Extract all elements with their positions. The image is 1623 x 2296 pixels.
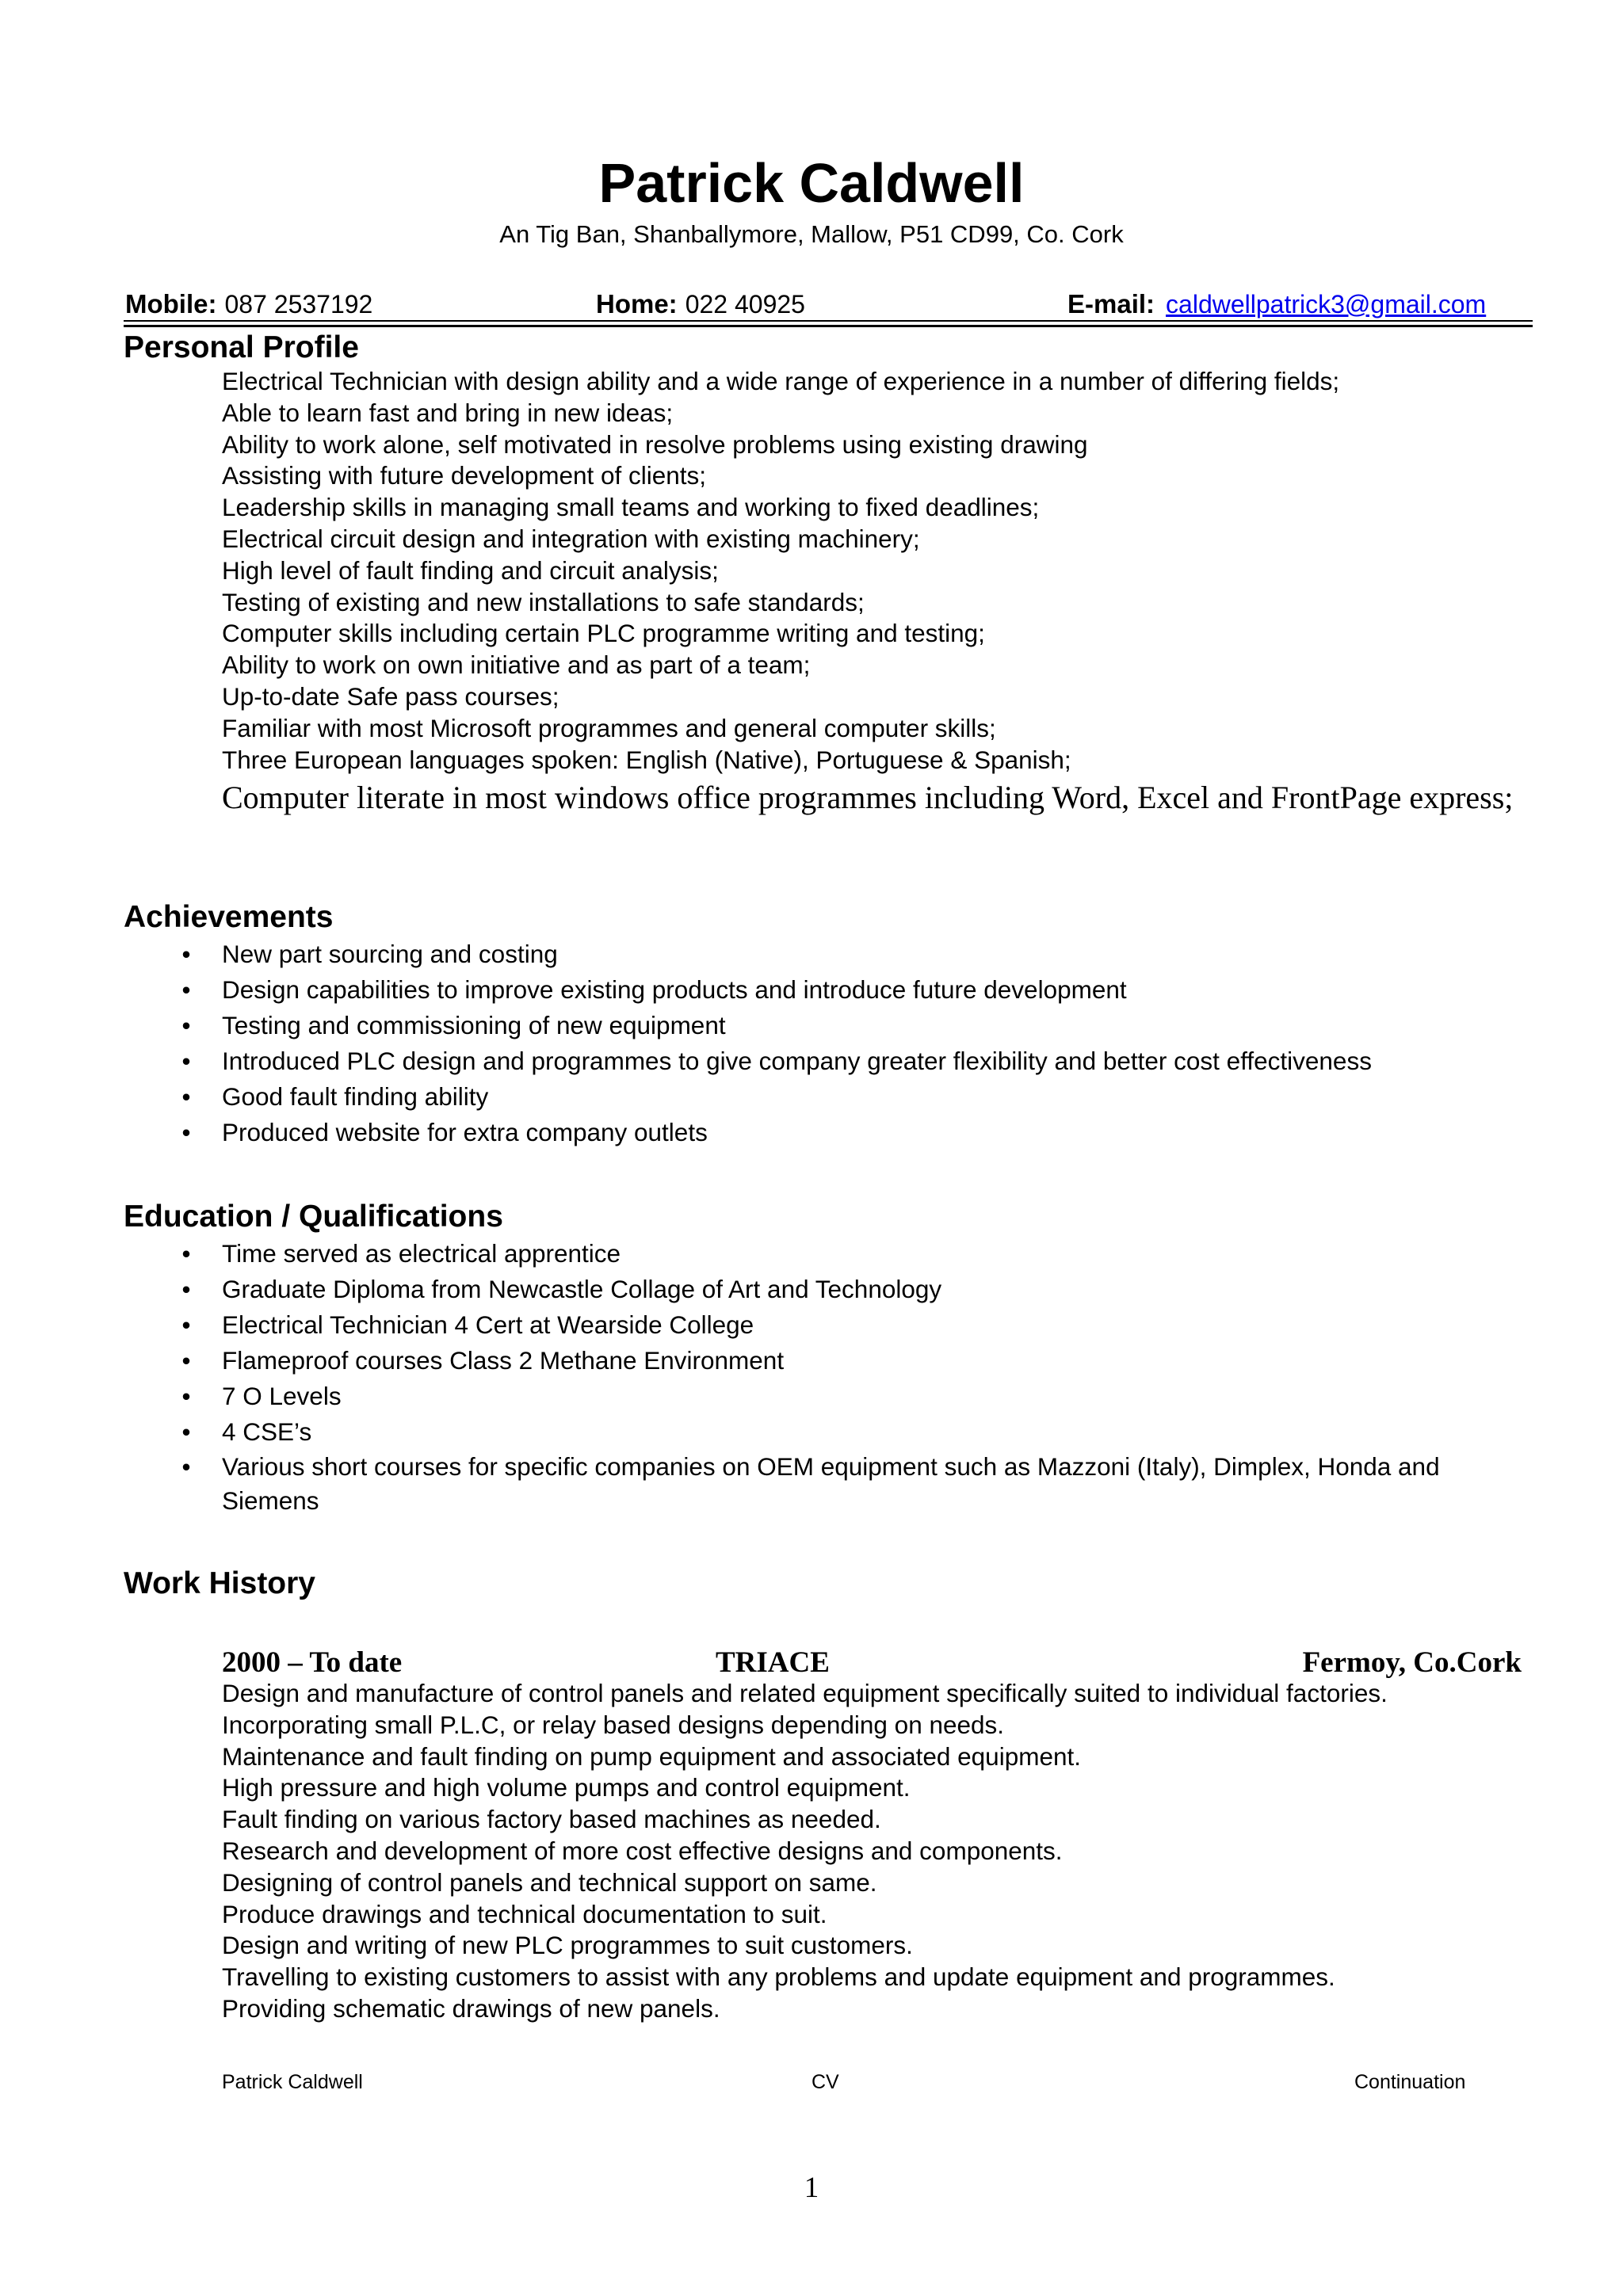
job-company: TRIACE (716, 1646, 830, 1679)
education-text: 4 CSE’s (222, 1417, 312, 1446)
job-duty: Travelling to existing customers to assist with any problems and update equipment and programmes. (222, 1962, 1335, 1992)
job-duty: Incorporating small P.L.C, or relay based designs depending on needs. (222, 1710, 1005, 1739)
job-duty: Produce drawings and technical documentation to suit. (222, 1899, 827, 1928)
section-heading-achievements: Achievements (124, 900, 334, 934)
achievement-text: Introduced PLC design and programmes to give company greater flexibility and better cost effectiveness (222, 1047, 1372, 1075)
job-duty: Design and manufacture of control panels and related equipment specifically suited to individual factories. (222, 1679, 1388, 1707)
candidate-name: Patrick Caldwell (598, 152, 1025, 214)
profile-item: Computer skills including certain PLC programme writing and testing; (222, 619, 985, 648)
section-heading-education: Education / Qualifications (124, 1199, 503, 1234)
header-rule-thick (124, 325, 1533, 327)
bullet: • (181, 1417, 191, 1446)
profile-list (222, 366, 1537, 817)
list-item (181, 1115, 1537, 1150)
bullet: • (181, 1011, 191, 1039)
profile-item: Leadership skills in managing small teams and working to fixed deadlines; (222, 493, 1040, 522)
profile-item-computer-literacy: Computer literate in most windows office programmes including Word, Excel and FrontPage express; (222, 780, 1514, 816)
achievement-text: New part sourcing and costing (222, 940, 558, 968)
list-item (181, 1307, 1537, 1343)
bullet: • (181, 1346, 191, 1375)
job-duties-list (222, 1678, 1537, 2025)
bullet: • (181, 1310, 191, 1339)
contact-mobile (125, 287, 372, 322)
education-text: 7 O Levels (222, 1382, 342, 1410)
profile-item: Testing of existing and new installations to safe standards; (222, 587, 865, 616)
footer-name: Patrick Caldwell (222, 2071, 363, 2093)
bullet: • (181, 975, 191, 1004)
header-rule-thin (124, 320, 1533, 322)
list-item (181, 1079, 1537, 1115)
page-number: 1 (804, 2172, 819, 2204)
email-label: E-mail: (1067, 289, 1155, 318)
contact-home (596, 287, 805, 322)
education-text: Various short courses for specific companies on OEM equipment such as Mazzoni (Italy), Dimplex, Honda and Siemens (222, 1452, 1440, 1515)
job-location: Fermoy, Co.Cork (1302, 1646, 1522, 1679)
achievement-text: Produced website for extra company outlets (222, 1118, 708, 1146)
candidate-address: An Tig Ban, Shanballymore, Mallow, P51 CD99, Co. Cork (499, 220, 1124, 248)
achievements-list (181, 936, 1537, 1150)
job-duty: Design and writing of new PLC programmes to suit customers. (222, 1931, 913, 1960)
list-item (181, 1008, 1537, 1043)
job-duty: Research and development of more cost effective designs and components. (222, 1836, 1063, 1865)
email-link[interactable]: caldwellpatrick3@gmail.com (1166, 290, 1487, 318)
list-item (181, 1379, 1537, 1414)
profile-item: Assisting with future development of clients; (222, 461, 707, 490)
bullet: • (181, 1118, 191, 1146)
section-heading-profile: Personal Profile (124, 330, 359, 364)
job-duty: High pressure and high volume pumps and control equipment. (222, 1773, 911, 1802)
profile-item: Electrical Technician with design ability and a wide range of experience in a number of differing fields; (222, 367, 1340, 395)
mobile-label: Mobile: (125, 289, 217, 318)
education-text: Time served as electrical apprentice (222, 1239, 621, 1268)
list-item (181, 972, 1537, 1008)
job-duty: Designing of control panels and technical support on same. (222, 1867, 877, 1897)
achievement-text: Testing and commissioning of new equipment (222, 1011, 726, 1039)
bullet: • (181, 1082, 191, 1111)
job-duty: Maintenance and fault finding on pump equipment and associated equipment. (222, 1741, 1081, 1771)
job-header (222, 1643, 1522, 1683)
profile-item: Up-to-date Safe pass courses; (222, 681, 559, 711)
profile-item: Familiar with most Microsoft programmes and general computer skills; (222, 713, 996, 742)
mobile-value: 087 2537192 (224, 290, 373, 318)
bullet: • (181, 940, 191, 968)
bullet: • (181, 1239, 191, 1268)
job-period: 2000 – To date (222, 1646, 403, 1679)
section-heading-work-history: Work History (124, 1566, 315, 1600)
footer-doc-type: CV (812, 2071, 839, 2093)
achievement-text: Design capabilities to improve existing products and introduce future development (222, 975, 1127, 1004)
profile-item: Ability to work on own initiative and as part of a team; (222, 650, 811, 680)
bullet: • (181, 1382, 191, 1410)
job-duty: Fault finding on various factory based machines as needed. (222, 1805, 881, 1834)
list-item (181, 1236, 1537, 1272)
list-item (181, 936, 1537, 972)
achievement-text: Good fault finding ability (222, 1082, 489, 1111)
bullet: • (181, 1275, 191, 1303)
bullet: • (181, 1047, 191, 1075)
job-duty: Providing schematic drawings of new panels. (222, 1993, 720, 2023)
profile-item: Ability to work alone, self motivated in resolve problems using existing drawing (222, 429, 1088, 459)
list-item (181, 1343, 1537, 1379)
list-item (181, 1272, 1537, 1307)
list-item (181, 1414, 1537, 1450)
list-item (181, 1450, 1537, 1518)
bullet: • (181, 1452, 191, 1481)
profile-item: Electrical circuit design and integration with existing machinery; (222, 524, 920, 553)
profile-item: Three European languages spoken: English (Native), Portuguese & Spanish; (222, 745, 1071, 774)
profile-item: Able to learn fast and bring in new ideas; (222, 398, 674, 427)
list-item (181, 1043, 1537, 1079)
education-text: Electrical Technician 4 Cert at Wearside College (222, 1310, 754, 1339)
education-text: Flameproof courses Class 2 Methane Environment (222, 1346, 785, 1375)
home-value: 022 40925 (685, 290, 805, 318)
education-text: Graduate Diploma from Newcastle Collage of Art and Technology (222, 1275, 942, 1303)
profile-item: High level of fault finding and circuit analysis; (222, 555, 719, 585)
home-label: Home: (596, 289, 678, 318)
contact-email (1067, 287, 1486, 322)
footer-continuation: Continuation (1354, 2071, 1466, 2093)
education-list (181, 1236, 1537, 1518)
